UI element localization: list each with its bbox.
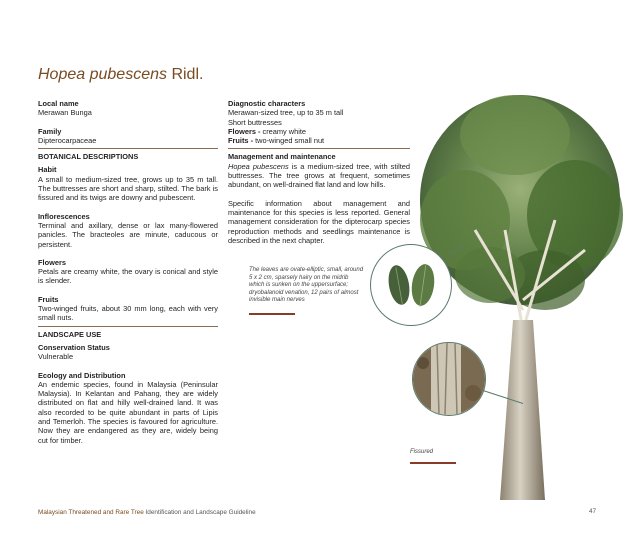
local-name-value: Merawan Bunga <box>38 108 92 118</box>
divider <box>38 326 218 327</box>
caption-bar <box>249 313 295 315</box>
ecology-text: An endemic species, found in Malaysia (Peninsular Malaysia). In Kelantan and Pahang, they are widely distributed on flat and hilly well-drained land. It was also recorded to be quite abundant in parts of Lipis and Temerloh. The species is favoured for agriculture. Now they are endangered as they are, widely being cut for timber. <box>38 379 218 445</box>
botanical-section-heading: BOTANICAL DESCRIPTIONS <box>38 152 139 162</box>
fruits-heading: Fruits <box>38 294 59 304</box>
conservation-value: Vulnerable <box>38 352 74 362</box>
flowers-heading: Flowers <box>38 257 66 267</box>
bark-inset <box>412 342 486 416</box>
diagnostic-item <box>228 127 410 136</box>
family-heading: Family <box>38 126 62 136</box>
leaf-icon <box>371 245 451 325</box>
species-author: Ridl. <box>171 66 204 83</box>
middle-column <box>228 99 410 245</box>
habit-heading: Habit <box>38 165 57 175</box>
fruits-value: two-winged small nut <box>253 136 325 146</box>
bark-caption: Fissured <box>410 449 434 455</box>
species-name: Hopea pubescens <box>38 66 167 83</box>
divider <box>228 148 410 149</box>
fruits-label: Fruits - <box>228 136 254 146</box>
management-species: Hopea pubescens <box>228 161 289 171</box>
fruits-text: Two-winged fruits, about 30 mm long, each with very small nuts. <box>38 304 218 323</box>
landscape-section-heading: LANDSCAPE USE <box>38 329 102 339</box>
footer-title <box>38 509 256 516</box>
diagnostic-item <box>228 136 410 145</box>
habit-text: A small to medium-sized tree, grows up to 35 m tall. The buttresses are short and sharp, stilted. The bark is fissured and its twigs are downy and pubescent. <box>38 174 218 203</box>
tree-trunk <box>500 320 545 500</box>
caption-bar <box>410 462 456 464</box>
leaf-caption: The leaves are ovate-elliptic, small, around 5 x 2 cm, sparsely hairy on the midrib which is sunken on the uppersurface; dryobalanoid venation, 12 pairs of almost invisible main nerves <box>249 267 364 304</box>
diagnostic-heading: Diagnostic characters <box>228 99 306 108</box>
left-column <box>38 99 218 445</box>
diagnostic-item: Merawan-sized tree, up to 35 m tall <box>228 108 344 118</box>
footer-series: Malaysian Threatened and Rare Tree <box>38 509 144 516</box>
page-number: 47 <box>589 508 597 515</box>
diagnostic-item: Short buttresses <box>228 117 282 127</box>
inflorescences-heading: Inflorescences <box>38 211 90 221</box>
footer-rest: Identification and Landscape Guideline <box>143 509 256 516</box>
leaf-inset <box>370 244 452 326</box>
bark-icon <box>413 343 485 415</box>
page-title <box>38 66 203 84</box>
management-heading: Management and maintenance <box>228 152 336 162</box>
flowers-label: Flowers - <box>228 126 261 136</box>
management-paragraph-2: Specific information about management and maintenance for this species is less reported. General management consideration for the dipterocarp species reproduction methods and seedlings maintenance is described in the next chapter. <box>228 198 410 245</box>
flowers-text: Petals are creamy white, the ovary is conical and style is slender. <box>38 267 218 286</box>
family-value: Dipterocarpaceae <box>38 135 97 145</box>
ecology-heading: Ecology and Distribution <box>38 370 126 380</box>
flowers-value: creamy white <box>260 126 307 136</box>
conservation-heading: Conservation Status <box>38 342 110 352</box>
local-name-heading: Local name <box>38 99 79 108</box>
divider <box>38 148 218 149</box>
inflorescences-text: Terminal and axillary, dense or lax many-flowered panicles. The bracteoles are minute, caducous or persistent. <box>38 220 218 249</box>
management-paragraph: Hopea pubescens is a medium-sized tree, with stilted buttresses. The tree grows at frequent, sometimes abundant, on well-drained flat land and low hills. <box>228 161 410 190</box>
